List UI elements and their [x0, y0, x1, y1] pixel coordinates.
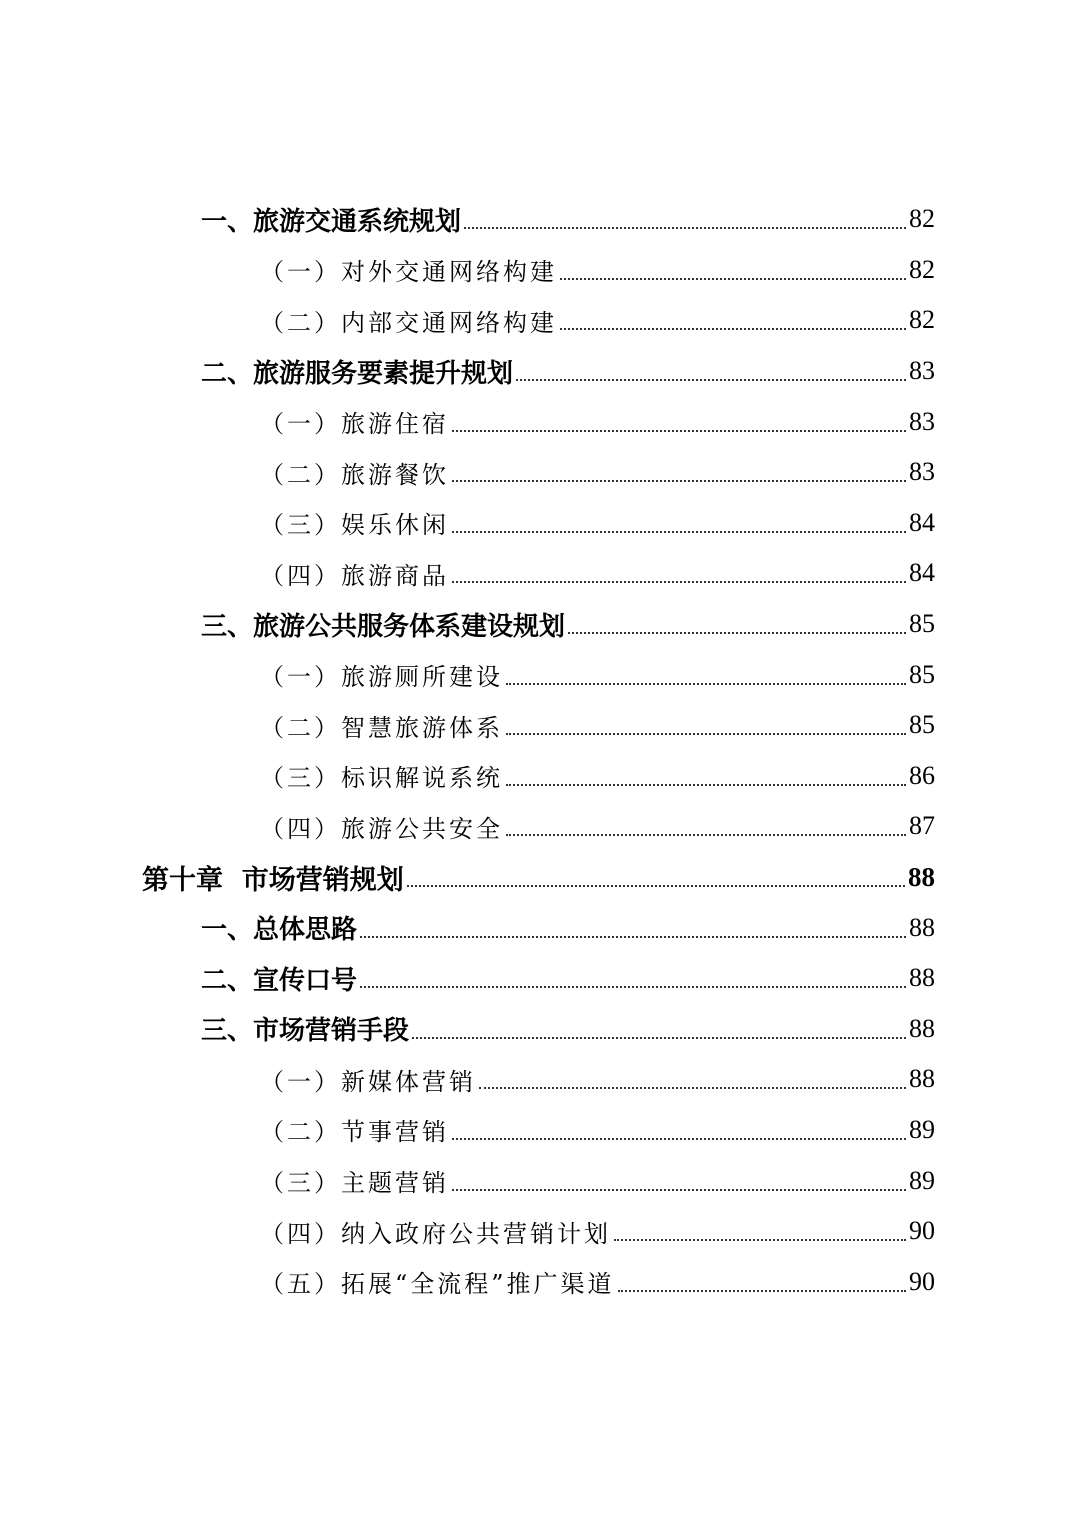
toc-entry-subsection[interactable] — [0, 649, 1070, 700]
toc-page-number: 86 — [909, 760, 935, 790]
toc-page-number: 88 — [909, 1013, 935, 1043]
toc-page-number: 88 — [908, 861, 935, 892]
dot-leader — [506, 733, 906, 735]
dot-leader — [618, 1290, 906, 1292]
table-of-contents — [0, 194, 1070, 1307]
toc-entry-title: （五）拓展“全流程”推广渠道 — [260, 1270, 615, 1299]
toc-page-number: 84 — [909, 558, 935, 588]
dot-leader — [568, 632, 906, 634]
toc-page-number: 88 — [909, 963, 935, 993]
toc-page-number: 90 — [909, 1266, 935, 1296]
toc-entry-subsection[interactable] — [0, 245, 1070, 296]
dot-leader — [452, 480, 906, 482]
toc-entry-title: 一、总体思路 — [201, 915, 358, 946]
toc-entry-subsection[interactable] — [0, 447, 1070, 498]
toc-entry-section[interactable] — [0, 346, 1070, 397]
toc-page-number: 82 — [909, 204, 935, 234]
dot-leader — [452, 531, 906, 533]
toc-entry-subsection[interactable] — [0, 1105, 1070, 1156]
toc-entry-subsection[interactable] — [0, 295, 1070, 346]
toc-page-number: 85 — [909, 710, 935, 740]
toc-page-number: 82 — [909, 254, 935, 284]
dot-leader — [479, 1087, 906, 1089]
toc-entry-title: （二）节事营销 — [260, 1118, 449, 1147]
toc-page-number: 83 — [909, 356, 935, 386]
dot-leader — [407, 885, 905, 887]
toc-entry-subsection[interactable] — [0, 1256, 1070, 1307]
toc-entry-title: 三、旅游公共服务体系建设规划 — [201, 611, 566, 642]
dot-leader — [452, 581, 906, 583]
dot-leader — [506, 784, 906, 786]
toc-page-number: 85 — [909, 659, 935, 689]
dot-leader — [452, 1189, 906, 1191]
toc-entry-title: 三、市场营销手段 — [201, 1016, 410, 1047]
toc-entry-subsection[interactable] — [0, 1206, 1070, 1257]
toc-page-number: 89 — [909, 1114, 935, 1144]
toc-entry-section[interactable] — [0, 599, 1070, 650]
toc-entry-subsection[interactable] — [0, 1155, 1070, 1206]
toc-entry-title: （三）主题营销 — [260, 1169, 449, 1198]
toc-entry-title: 二、宣传口号 — [201, 965, 358, 996]
toc-entry-title: （一）旅游厕所建设 — [260, 663, 503, 692]
toc-entry-title: 二、旅游服务要素提升规划 — [201, 358, 514, 389]
toc-page-number: 84 — [909, 507, 935, 537]
dot-leader — [452, 1138, 906, 1140]
dot-leader — [360, 986, 906, 988]
toc-entry-title: （四）旅游公共安全 — [260, 814, 503, 843]
toc-entry-title: （一）新媒体营销 — [260, 1067, 476, 1096]
toc-entry-title: （一）旅游住宿 — [260, 410, 449, 439]
dot-leader — [360, 936, 906, 938]
dot-leader — [412, 1037, 906, 1039]
toc-page-number: 85 — [909, 609, 935, 639]
toc-entry-subsection[interactable] — [0, 751, 1070, 802]
toc-page-number: 82 — [909, 305, 935, 335]
toc-entry-title: 第十章 市场营销规划 — [142, 864, 404, 896]
toc-entry-section[interactable] — [0, 902, 1070, 953]
toc-entry-subsection[interactable] — [0, 700, 1070, 751]
dot-leader — [464, 227, 906, 229]
toc-entry-title: （二）内部交通网络构建 — [260, 308, 557, 337]
dot-leader — [452, 430, 906, 432]
dot-leader — [516, 379, 906, 381]
toc-page-number: 88 — [909, 1064, 935, 1094]
toc-entry-title: （一）对外交通网络构建 — [260, 258, 557, 287]
dot-leader — [614, 1239, 906, 1241]
toc-page-number: 87 — [909, 811, 935, 841]
toc-entry-title: （三）娱乐休闲 — [260, 511, 449, 540]
toc-page-number: 90 — [909, 1216, 935, 1246]
toc-entry-subsection[interactable] — [0, 498, 1070, 549]
toc-entry-title: （二）旅游餐饮 — [260, 460, 449, 489]
toc-page-number: 88 — [909, 912, 935, 942]
toc-entry-title: （四）纳入政府公共营销计划 — [260, 1219, 611, 1248]
toc-entry-title: （二）智慧旅游体系 — [260, 713, 503, 742]
toc-entry-section[interactable] — [0, 194, 1070, 245]
dot-leader — [560, 328, 906, 330]
toc-entry-title: 一、旅游交通系统规划 — [201, 206, 462, 237]
toc-page-number: 83 — [909, 457, 935, 487]
toc-page-number: 89 — [909, 1165, 935, 1195]
toc-page-number: 83 — [909, 406, 935, 436]
dot-leader — [560, 278, 906, 280]
toc-entry-section[interactable] — [0, 953, 1070, 1004]
dot-leader — [506, 683, 906, 685]
toc-entry-section[interactable] — [0, 1004, 1070, 1055]
toc-entry-chapter[interactable] — [0, 852, 1070, 903]
toc-entry-title: （四）旅游商品 — [260, 561, 449, 590]
toc-entry-subsection[interactable] — [0, 801, 1070, 852]
dot-leader — [506, 834, 906, 836]
toc-entry-subsection[interactable] — [0, 548, 1070, 599]
toc-entry-subsection[interactable] — [0, 1054, 1070, 1105]
toc-entry-subsection[interactable] — [0, 396, 1070, 447]
toc-entry-title: （三）标识解说系统 — [260, 764, 503, 793]
